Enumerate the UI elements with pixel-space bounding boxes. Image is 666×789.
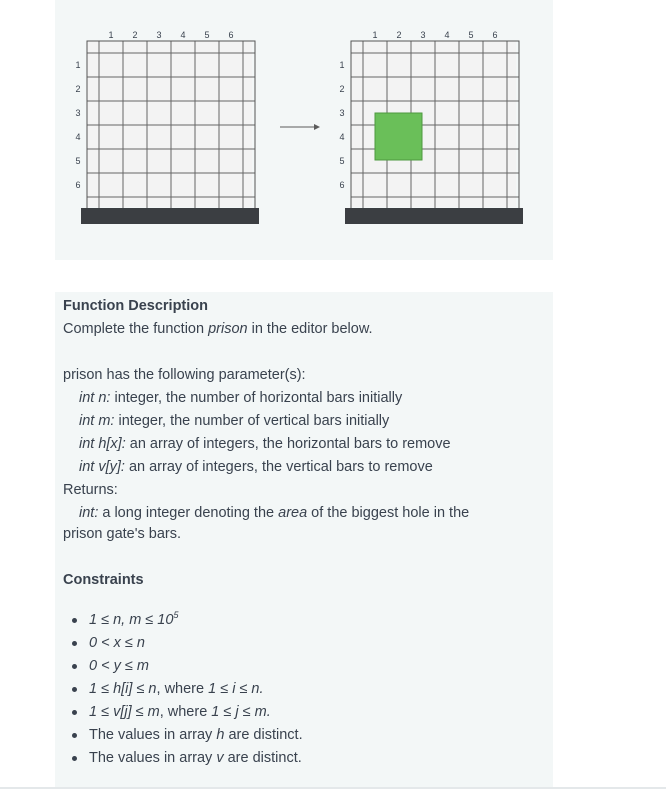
grid-before-col-label: 2 bbox=[132, 30, 138, 40]
constraint-5 bbox=[89, 703, 271, 721]
grid-before-row-label: 2 bbox=[75, 84, 81, 94]
grid-before-col-label: 4 bbox=[180, 30, 186, 40]
constraint-1-exponent: 5 bbox=[173, 610, 179, 620]
constraint-4-range: 1 ≤ h[i] ≤ n bbox=[89, 681, 157, 697]
param-h bbox=[79, 435, 451, 453]
grid-after-col-label: 1 bbox=[372, 30, 378, 40]
constraint-5-range: 1 ≤ v[j] ≤ m bbox=[89, 704, 160, 720]
transition-arrow-icon bbox=[280, 124, 320, 130]
constraint-1 bbox=[89, 611, 178, 629]
param-text: integer, the number of vertical bars initially bbox=[114, 413, 390, 429]
grid-after-col-label: 2 bbox=[396, 30, 402, 40]
returns-line-2: prison gate's bars. bbox=[63, 526, 182, 542]
constraint-2 bbox=[89, 634, 145, 652]
bullet-icon bbox=[72, 687, 77, 692]
grid-after-row-label: 2 bbox=[339, 84, 345, 94]
prison-gate-diagram bbox=[0, 0, 666, 262]
constraint-7 bbox=[89, 749, 302, 767]
param-name: int m: bbox=[79, 413, 115, 429]
grid-before-col-label: 5 bbox=[204, 30, 210, 40]
constraints-heading: Constraints bbox=[63, 572, 144, 588]
grid-after-row-label: 1 bbox=[339, 60, 345, 70]
function-description-heading: Function Description bbox=[63, 298, 208, 314]
bullet-icon bbox=[72, 641, 77, 646]
grid-after-col-label: 4 bbox=[444, 30, 450, 40]
grid-before-background bbox=[87, 41, 252, 207]
grid-after-col-label: 5 bbox=[468, 30, 474, 40]
constraint-7-array: v bbox=[216, 750, 224, 766]
param-text: an array of integers, the vertical bars to remove bbox=[124, 459, 433, 475]
intro-function-name: prison bbox=[208, 321, 248, 337]
param-name: int v[y]: bbox=[79, 459, 125, 475]
returns-area: area bbox=[278, 505, 308, 521]
returns-line bbox=[79, 504, 469, 522]
grid-before-col-label: 6 bbox=[228, 30, 234, 40]
constraint-3 bbox=[89, 657, 149, 675]
grid-after-row-label: 5 bbox=[339, 156, 345, 166]
constraint-6-array: h bbox=[216, 727, 225, 743]
intro-prefix: Complete the function bbox=[63, 321, 209, 337]
returns-suffix: of the biggest hole in the bbox=[307, 505, 470, 521]
grid-after-row-label: 3 bbox=[339, 108, 345, 118]
params-header: prison has the following parameter(s): bbox=[63, 367, 306, 383]
param-n bbox=[79, 389, 402, 407]
param-name: int n: bbox=[79, 390, 111, 406]
intro-suffix: in the editor below. bbox=[247, 321, 373, 337]
grid-before bbox=[75, 30, 255, 209]
constraint-2-text: 0 < x ≤ n bbox=[89, 635, 145, 651]
param-text: integer, the number of horizontal bars initially bbox=[110, 390, 403, 406]
param-text: an array of integers, the horizontal bars to remove bbox=[125, 436, 451, 452]
grid-after bbox=[339, 30, 519, 209]
grid-before-row-label: 1 bbox=[75, 60, 81, 70]
returns-type: int: bbox=[79, 505, 99, 521]
constraint-5-index: 1 ≤ j ≤ m. bbox=[211, 704, 271, 720]
bullet-icon bbox=[72, 733, 77, 738]
grid-before-col-label: 3 bbox=[156, 30, 162, 40]
grid-before-row-label: 4 bbox=[75, 132, 81, 142]
constraint-4-where: , where bbox=[156, 681, 209, 697]
constraint-7-prefix: The values in array bbox=[89, 750, 217, 766]
constraint-4-index: 1 ≤ i ≤ n. bbox=[208, 681, 264, 697]
grid-after-col-label: 6 bbox=[492, 30, 498, 40]
grid-before-row-label: 5 bbox=[75, 156, 81, 166]
constraint-3-text: 0 < y ≤ m bbox=[89, 658, 149, 674]
constraint-6 bbox=[89, 726, 303, 744]
bullet-icon bbox=[72, 664, 77, 669]
gate-base-after bbox=[345, 208, 523, 224]
constraint-4 bbox=[89, 680, 264, 698]
grid-before-row-label: 3 bbox=[75, 108, 81, 118]
returns-header: Returns: bbox=[63, 482, 118, 498]
constraint-6-suffix: are distinct. bbox=[224, 727, 303, 743]
returns-prefix: a long integer denoting the bbox=[98, 505, 279, 521]
constraint-6-prefix: The values in array bbox=[89, 727, 217, 743]
gate-base-before bbox=[81, 208, 259, 224]
constraint-5-where: , where bbox=[159, 704, 212, 720]
grid-before-row-label: 6 bbox=[75, 180, 81, 190]
bullet-icon bbox=[72, 756, 77, 761]
param-m bbox=[79, 412, 389, 430]
param-name: int h[x]: bbox=[79, 436, 126, 452]
function-description-intro bbox=[63, 320, 373, 338]
grid-after-col-label: 3 bbox=[420, 30, 426, 40]
constraint-1-text: 1 ≤ n, m ≤ 10 bbox=[89, 612, 174, 628]
param-v bbox=[79, 458, 433, 476]
grid-after-row-label: 4 bbox=[339, 132, 345, 142]
bullet-icon bbox=[72, 618, 77, 623]
grid-after-row-label: 6 bbox=[339, 180, 345, 190]
merged-hole bbox=[375, 113, 422, 160]
bullet-icon bbox=[72, 710, 77, 715]
constraint-7-suffix: are distinct. bbox=[223, 750, 302, 766]
grid-before-col-label: 1 bbox=[108, 30, 114, 40]
